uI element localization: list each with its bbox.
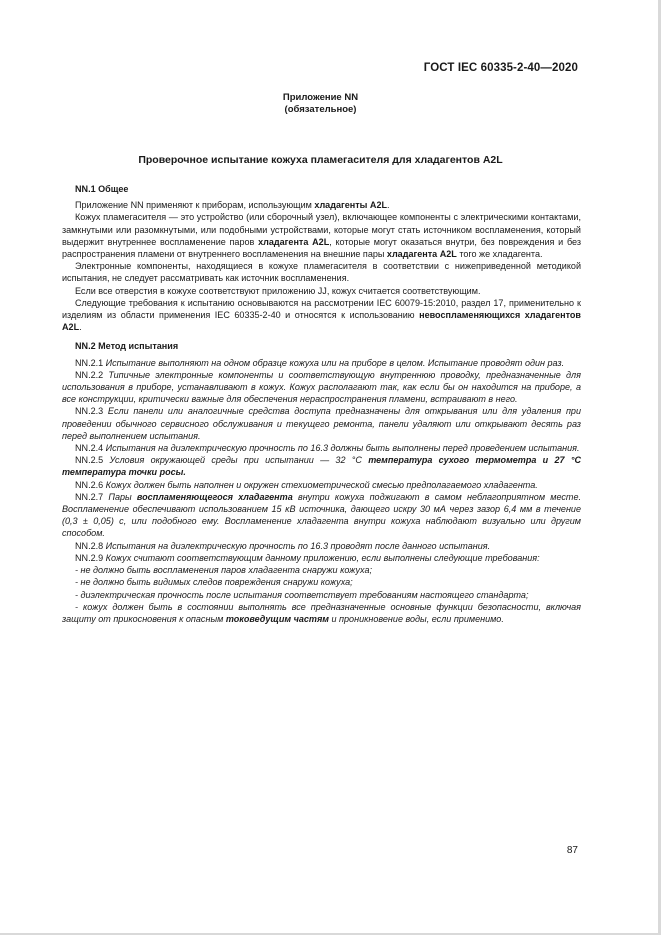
paragraph-electronics: Электронные компоненты, находящиеся в кожухе пламегасителя в соответствии с нижеприведенной методикой испытания, не следует рассматривать как источник воспламенения. <box>62 261 581 284</box>
heading-nn1: NN.1 Общее <box>75 184 129 194</box>
clause-nn-2-3 <box>62 405 581 442</box>
clause-text: Если панели или аналогичные средства доступа предназначены для открывания или для удаления при проведении обычного сервисного обслуживания и текущего ремонта, панели удаляют или открывают десять раз перед выполнением испытания. <box>62 406 581 441</box>
list-item: - диэлектрическая прочность после испытания соответствует требованиям настоящего стандарта; <box>75 589 529 600</box>
clause-text: внутри кожуха поджигают в самом неблагоприятном месте. Воспламенение обеспечивают использованием 15 кВ источника, дающего искру 30 мА через зазор 6,4 мм в течение (0,3 ± 0,05) с, или подобного ему. Воспламенение хладагента внутри кожуха наблюдают визуально или другим способом. <box>62 491 582 539</box>
annex-title: Приложение NN <box>282 92 359 103</box>
text: и проникновение воды, если применимо. <box>328 613 504 624</box>
term-bold: хладагента A2L <box>258 236 330 247</box>
clause-number: NN.2.3 <box>75 406 104 417</box>
clause-number: NN.2.2 <box>75 369 104 380</box>
document-body <box>62 183 581 625</box>
clause-text: Испытания на диэлектрическую прочность по 16.3 должны быть выполнены перед проведением испытания. <box>103 443 580 454</box>
paragraph-openings: Если все отверстия в кожухе соответствуют приложению JJ, кожух считается соответствующим. <box>75 285 481 296</box>
clause-nn-2-5 <box>62 454 581 478</box>
clause-text: Испытание выполняют на одном образце кожуха или на приборе в целом. Испытание проводят один раз. <box>103 357 565 368</box>
list-item: - не должно быть воспламенения паров хладагента снаружи кожуха; <box>75 565 373 576</box>
clause-nn-2-8 <box>62 540 581 552</box>
clause-text: Кожух должен быть наполнен и окружен стехиометрической смесью предполагаемого хладагента. <box>103 479 538 490</box>
clause-nn-2-7 <box>62 491 581 540</box>
page-number: 87 <box>566 845 578 856</box>
term-bold: хладагенты A2L <box>314 200 388 211</box>
text: . <box>79 322 82 333</box>
term-bold: хладагента A2L <box>386 249 457 260</box>
paragraph-scope <box>62 199 581 211</box>
clause-text: Пары <box>103 491 137 502</box>
annex-header <box>0 92 661 116</box>
clause-text: Условия окружающей среды при испытании — 32 °C <box>103 455 369 466</box>
text: - кожух должен быть в состоянии выполнять все предназначенные основные функции безопасности, включая защиту от прикосновения к опасным <box>62 601 581 624</box>
clause-number: NN.2.6 <box>75 479 104 490</box>
standard-code: ГОСТ IEC 60335-2-40—2020 <box>423 62 578 74</box>
annex-status: (обязательное) <box>284 104 357 115</box>
clause-number: NN.2.4 <box>75 443 104 454</box>
term-bold-italic: воспламеняющегося хладагента <box>136 491 293 502</box>
text: Приложение NN применяют к приборам, использующим <box>75 200 315 211</box>
clause-nn-2-2 <box>62 369 581 406</box>
clause-number: NN.2.5 <box>75 455 104 466</box>
clause-nn-2-4 <box>62 442 581 454</box>
clause-number: NN.2.7 <box>75 491 104 502</box>
text: Кожух пламегасителя — это устройство (или сборочный узел), включающее компоненты с электрическими контактами, замкнутыми или разомкнутыми, или подобными устройствами, которые могут стать источником воспламенения, который выдержит внутреннее воспламенение паров <box>62 212 581 247</box>
term-bold-italic: температура сухого термометра и 27 °C температура точки росы. <box>62 455 581 478</box>
clause-number: NN.2.1 <box>75 357 104 368</box>
clause-nn-2-6 <box>62 479 581 491</box>
clause-text: Испытания на диэлектрическую прочность по 16.3 проводят после данного испытания. <box>103 540 491 551</box>
text: , которые могут оказаться внутри, без повреждения и без распространения пламени от внутреннего воспламенения на внешние пары <box>62 236 582 260</box>
clause-number: NN.2.9 <box>75 552 104 563</box>
clause-text: Кожух считают соответствующим данному приложению, если выполнены следующие требования: <box>103 552 540 563</box>
text: Следующие требования к испытанию основываются на рассмотрении IEC 60079-15:2010, раздел 17, применительно к изделиям из области применения IEC 60335-2-40 и относятся к использованию <box>62 297 581 321</box>
heading-nn2: NN.2 Метод испытания <box>75 341 179 352</box>
term-bold-italic: токоведущим частям <box>225 613 329 624</box>
paragraph-definition <box>62 211 581 260</box>
text: того же хладагента. <box>456 249 543 260</box>
clause-number: NN.2.8 <box>75 540 104 551</box>
term-bold: невоспламеняющихся хладагентов A2L <box>62 310 581 333</box>
section-title <box>0 154 661 166</box>
clause-nn-2-1 <box>62 357 581 369</box>
list-item <box>62 601 581 625</box>
section-title-text: Проверочное испытание кожуха пламегасителя для хладагентов A2L <box>138 154 503 166</box>
text: . <box>387 200 390 211</box>
list-item: - не должно быть видимых следов повреждения снаружи кожуха; <box>75 577 353 588</box>
clause-nn-2-9 <box>62 552 581 564</box>
paragraph-requirements <box>62 297 581 334</box>
clause-text: Типичные электронные компоненты и соответствующую внутреннюю проводку, предназначенные для использования в приборе, устанавливают в кожух. Кожух располагают так, как если бы он находится на приборе, а все конструкции, критически важные для обеспечения нераспространения пламени, встраивают в него. <box>62 369 581 405</box>
